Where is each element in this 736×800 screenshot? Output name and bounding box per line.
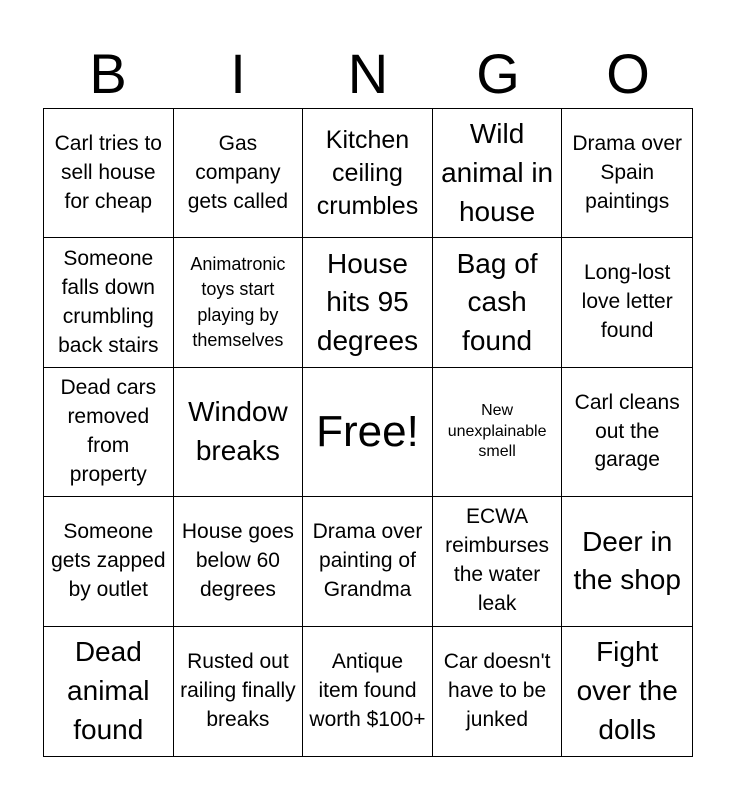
bingo-cell[interactable]: House goes below 60 degrees [174, 497, 304, 626]
bingo-cell[interactable]: Someone falls down crumbling back stairs [44, 238, 174, 367]
header-letter-i: I [230, 42, 246, 105]
bingo-cell[interactable]: ECWA reimburses the water leak [433, 497, 563, 626]
bingo-cell[interactable]: Dead animal found [44, 627, 174, 756]
bingo-cell[interactable]: Wild animal in house [433, 109, 563, 238]
bingo-cell[interactable]: Drama over painting of Grandma [303, 497, 433, 626]
bingo-cell[interactable]: Fight over the dolls [576, 636, 678, 745]
bingo-free-cell[interactable]: Free! [303, 368, 433, 497]
bingo-cell[interactable]: Someone gets zapped by outlet [44, 497, 174, 626]
bingo-cell[interactable]: Dead cars removed from property [44, 368, 174, 497]
bingo-cell[interactable]: Antique item found worth $100+ [303, 627, 433, 756]
bingo-cell[interactable]: Rusted out railing finally breaks [174, 627, 304, 756]
bingo-cell[interactable]: Drama over Spain paintings [562, 109, 692, 238]
bingo-cell[interactable]: Carl cleans out the garage [562, 368, 692, 497]
bingo-cell[interactable]: Window breaks [174, 368, 304, 497]
bingo-board [43, 108, 693, 757]
bingo-cell[interactable]: Carl tries to sell house for cheap [44, 109, 174, 238]
bingo-cell[interactable]: Animatronic toys start playing by themselves [174, 238, 304, 367]
bingo-cell[interactable]: Long-lost love letter found [562, 238, 692, 367]
header-letter-g: G [476, 42, 520, 105]
bingo-cell[interactable]: Kitchen ceiling crumbles [303, 109, 433, 238]
bingo-cell[interactable]: Deer in the shop [562, 497, 692, 626]
bingo-cell[interactable]: Car doesn't have to be junked [433, 627, 563, 756]
bingo-header [43, 40, 693, 108]
bingo-cell[interactable]: House hits 95 degrees [303, 238, 433, 367]
header-letter-b: B [89, 42, 127, 105]
bingo-cell[interactable]: Gas company gets called [174, 109, 304, 238]
bingo-cell[interactable]: Bag of cash found [433, 238, 563, 367]
bingo-cell[interactable]: New unexplainable smell [433, 368, 563, 497]
header-letter-o: O [606, 42, 650, 105]
header-letter-n: N [347, 42, 389, 105]
